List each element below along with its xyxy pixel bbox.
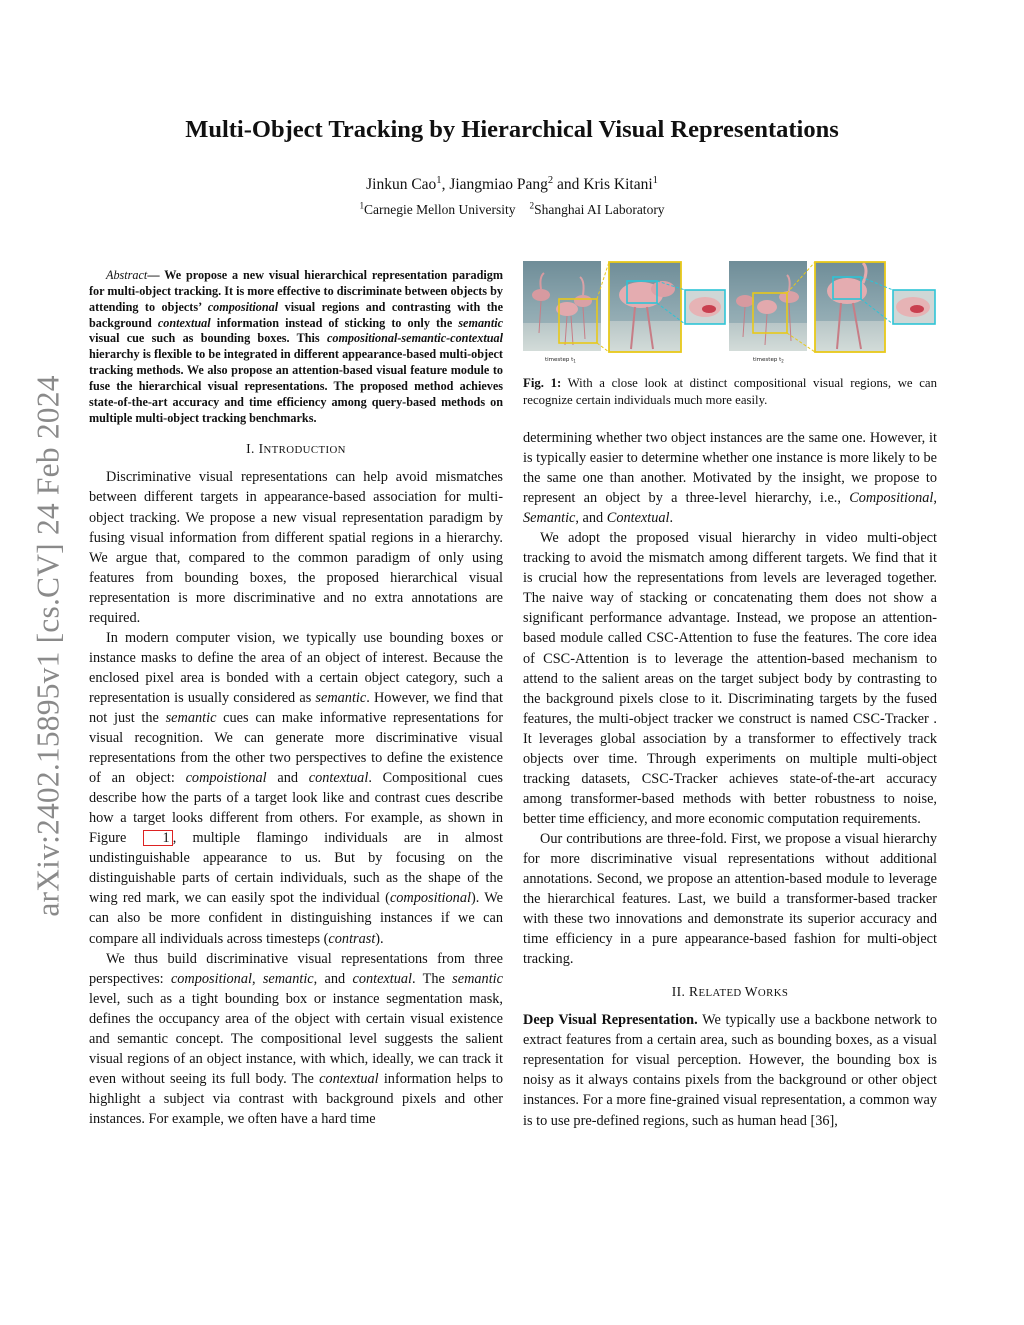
intro-paragraph-2 (89, 628, 503, 949)
emph-run: contextual (308, 770, 369, 787)
arxiv-id: arXiv:2402.15895v1 [cs.CV] 24 Feb 2024 (31, 375, 66, 917)
abstract-text: visual cue such as bounding boxes. This (89, 331, 327, 346)
text-run: cues can make informative representations for visual recognition. We can generate more discriminative visual representations from the other two perspectives to define the existence of an object: (89, 710, 503, 787)
emph-run: compoistional (185, 770, 267, 787)
text-run: In modern computer vision, we typically use bounding boxes or instance masks to define the area of an object of interest. Because the enclosed pixel area is bonded with a certain object category, such a representation is usually considered as (89, 629, 503, 706)
emph-run: semantic (262, 970, 314, 987)
left-column (89, 268, 503, 1129)
author-affil-mark: 1 (436, 174, 442, 186)
emph-run: compositional (389, 890, 471, 907)
emph-run: semantic (315, 689, 367, 706)
abstract (89, 268, 503, 426)
text-run: level, such as a tight bounding box or instance segmentation mask, defines the occupancy area of the object with certain visual existence and semantic concept. The compositional level suggests the salient visual regions of an object instance, with which, ideally, we can track it even without seeing its full body. The (89, 990, 503, 1087)
abstract-text: information instead of sticking to only the (210, 315, 459, 330)
text-run: . Compositional cues describe how the parts of a target look like and contrast cues describe how a target looks different from others. For example, as shown in Figure (89, 770, 503, 847)
emph-run: contextual (319, 1070, 379, 1087)
figure-caption (523, 375, 937, 408)
abstract-emph: compositional (207, 299, 279, 314)
author-line (0, 176, 1024, 194)
right-paragraph-2: We adopt the proposed visual hierarchy in video multi-object tracking to avoid the mismatch among different targets. We find that it is crucial how the representations from levels are leveraged together. The naive way of stacking or concatenating them does not show a significant performance advantage. Instead, we propose an attention-based module called CSC-Attention to fuse the features. The core idea of CSC-Attention is to leverage the attention-based mechanism to attend to the salient areas on the target subject body by contrasting to the background pixels close to it. Discriminating targets by the fused features, the multi-object tracker we construct is named CSC-Tracker . It leverages global association by a transformer to effectively track objects over time. Through experiments on multiple multi-object tracking datasets, CSC-Tracker achieves state-of-the-art accuracy among transformer-based methods with better robustness to noise, better time efficiency, and more economic computation requirements. (523, 530, 937, 827)
right-paragraph-3: Our contributions are three-fold. First, we propose a visual hierarchy for more discriminative visual representations without additional annotations. Second, we propose an attention-based module to leverage the hierarchical features. Last, we build a transformer-based tracker with these two innovations and demonstrate its superior accuracy and time efficiency in a pure appearance-based fashion for multi-object tracking. (523, 830, 937, 968)
right-column (523, 268, 937, 1131)
zoom-t1-image (609, 262, 681, 352)
affil-mark: 1 (359, 200, 365, 211)
emph-run: Contextual (606, 510, 670, 527)
flamingo-figure (523, 261, 937, 367)
text-run: , (251, 970, 263, 987)
text-run: , and (313, 970, 353, 987)
abstract-emph: contextual (157, 315, 211, 330)
section-heading-related-works (523, 984, 937, 1000)
section-smallcaps: NTRODUCTION (263, 444, 346, 457)
emph-run: semantic (165, 710, 217, 726)
section-initial: R (689, 984, 699, 1000)
section-smallcaps: ORKS (757, 987, 789, 1000)
author-separator: and (553, 176, 584, 193)
emph-run: contrast (328, 930, 376, 947)
abstract-dash: — (147, 268, 165, 282)
text-run: ). (375, 930, 384, 947)
abstract-text: We propose a new visual hierarchical representation paradigm for multi-object tracking. It is more effective to discriminate between objects by attending to objects’ (89, 268, 503, 314)
text-run: , and (575, 510, 607, 527)
part-t1-image (685, 290, 725, 324)
abstract-text: hierarchy is flexible to be integrated in different appearance-based multi-object tracking methods. We also propose an attention-based visual feature module to fuse the hierarchical visual representations. The proposed method achieves state-of-the-art accuracy and time efficiency among query-based methods on multiple multi-object tracking benchmarks. (89, 347, 503, 425)
arxiv-sidebar-stamp (24, 350, 74, 942)
abstract-emph: semantic (458, 315, 503, 330)
emph-run: Semantic (523, 510, 576, 527)
emph-run: contextual (352, 970, 413, 987)
affiliation-line (0, 202, 1024, 218)
section-initial: W (744, 984, 758, 1000)
text-run: information helps to highlight a subject via contrast with background pixels and other instances. For example, we often have a hard time (89, 1070, 503, 1127)
text-run: We typically use a backbone network to extract features from a certain area, such as bounding boxes, as a visual representation for visual perception. However, the bounding box is noisy as it always contains pixels from the background or other object instances. For a more fine-grained visual representation, a common way is to use pre-defined regions, such as human head [36], (523, 1012, 937, 1129)
section-smallcaps: ELATED (698, 987, 745, 1000)
section-number: II. (671, 984, 690, 1000)
abstract-label: Abstract (106, 268, 148, 282)
text-run: . However, we find that not just the (89, 689, 503, 726)
zoom-t2-image (815, 262, 885, 352)
part-t2-image (893, 290, 935, 324)
affil-mark: 2 (529, 200, 535, 211)
author-name: Jinkun Cao (366, 176, 437, 193)
text-run: , multiple flamingo individuals are in almost undistinguishable appearance to us. But by focusing on the distinguishable parts of certain individuals, such as the shape of the wing red mark, we can easily spot the individual ( (89, 830, 503, 907)
abstract-text: visual regions and contrasting with the background (89, 299, 503, 330)
emph-run: semantic (452, 970, 503, 987)
caption-label: Fig. 1: (523, 376, 562, 390)
text-run: ). We can also be more confident in distinguishing instances if we can compare all individuals across timesteps ( (89, 890, 503, 947)
author-affil-mark: 1 (652, 174, 658, 186)
text-run: , (933, 490, 937, 507)
text-run: and (266, 770, 309, 787)
intro-paragraph-1: Discriminative visual representations can help avoid mismatches between different targets in appearance-based association for multi-object tracking. We propose a new visual representation paradigm by fusing visual information from different spatial regions in a hierarchy. We argue that, compared to the common paradigm of only using features from bounding boxes, the proposed hierarchical visual representation is more discriminative and no extra annotations are required. (89, 469, 503, 626)
figure-1 (523, 261, 937, 367)
text-run: We thus build discriminative visual representations from three perspectives: (89, 950, 503, 987)
caption-text: With a close look at distinct compositional visual regions, we can recognize certain individuals much more easily. (523, 376, 937, 407)
figure-reference-link[interactable]: 1 (143, 830, 173, 846)
author-separator: , (441, 176, 450, 193)
paper-title: Multi-Object Tracking by Hierarchical Visual Representations (185, 116, 839, 143)
emph-run: compositional (170, 970, 252, 987)
right-paragraph-4 (523, 1010, 937, 1130)
scene-t2-image (729, 261, 807, 351)
text-run: determining whether two object instances are the same one. However, it is typically easier to determine whether one instance is more likely to be the same one than another. Motivated by the insight, we propose to represent an object by a three-level hierarchy, i.e., (523, 430, 937, 507)
timestep-label-t1: timestep $t_1$ (545, 357, 576, 364)
intro-paragraph-3 (89, 949, 503, 1129)
timestep-label-t2: timestep $t_2$ (753, 357, 784, 364)
section-heading-introduction (89, 441, 503, 457)
affil-name: Shanghai AI Laboratory (534, 202, 665, 217)
section-initial: I (258, 441, 264, 457)
text-run: . (669, 510, 674, 527)
author-affil-mark: 2 (547, 174, 554, 186)
right-paragraph-1 (523, 428, 937, 528)
author-name: Jiangmiao Pang (449, 176, 548, 193)
affil-name: Carnegie Mellon University (364, 202, 516, 217)
section-number: I. (246, 441, 259, 457)
abstract-emph: compositional-semantic-contextual (326, 331, 503, 346)
text-run: . The (412, 970, 453, 987)
paragraph-heading: Deep Visual Representation. (523, 1012, 698, 1029)
emph-run: Compositional (849, 490, 934, 507)
scene-t1-image (523, 261, 601, 351)
author-name: Kris Kitani (583, 176, 653, 193)
